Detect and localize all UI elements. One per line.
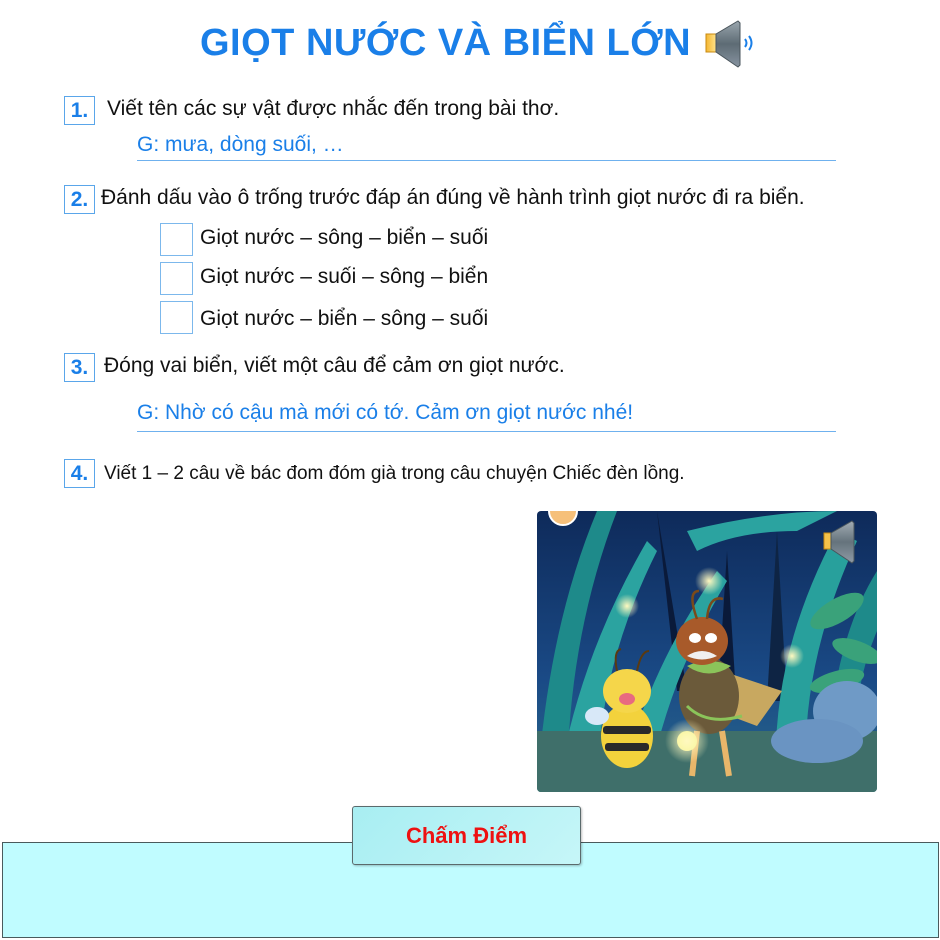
question-2-number: 2. [64,185,95,214]
question-3-text: Đóng vai biển, viết một câu để cảm ơn giọt nước. [104,354,565,377]
option-2-checkbox[interactable] [160,262,193,295]
option-3-checkbox[interactable] [160,301,193,334]
question-2-text: Đánh dấu vào ô trống trước đáp án đúng về hành trình giọt nước đi ra biển. [101,186,805,209]
question-1-text: Viết tên các sự vật được nhắc đến trong bài thơ. [107,97,560,120]
question-3-answer-line [137,431,836,432]
question-1-number: 1. [64,96,95,125]
question-3-answer[interactable]: G: Nhờ có cậu mà mới có tớ. Cảm ơn giọt nước nhé! [137,401,634,424]
speaker-icon[interactable] [704,18,758,70]
question-3-number: 3. [64,353,95,382]
question-1-answer[interactable]: G: mưa, dòng suối, … [137,133,344,156]
option-2-label: Giọt nước – suối – sông – biển [200,265,489,288]
grade-button[interactable]: Chấm Điểm [352,806,581,865]
option-1-label: Giọt nước – sông – biển – suối [200,226,489,249]
illustration-speaker-icon[interactable] [822,519,864,565]
option-3-label: Giọt nước – biển – sông – suối [200,307,489,330]
story-illustration [537,511,877,792]
question-4-text: Viết 1 – 2 câu về bác đom đóm già trong câu chuyện Chiếc đèn lồng. [104,463,685,484]
option-1-checkbox[interactable] [160,223,193,256]
page-title: GIỌT NƯỚC VÀ BIỂN LỚN [200,22,692,64]
question-4-number: 4. [64,459,95,488]
question-1-answer-line [137,160,836,161]
